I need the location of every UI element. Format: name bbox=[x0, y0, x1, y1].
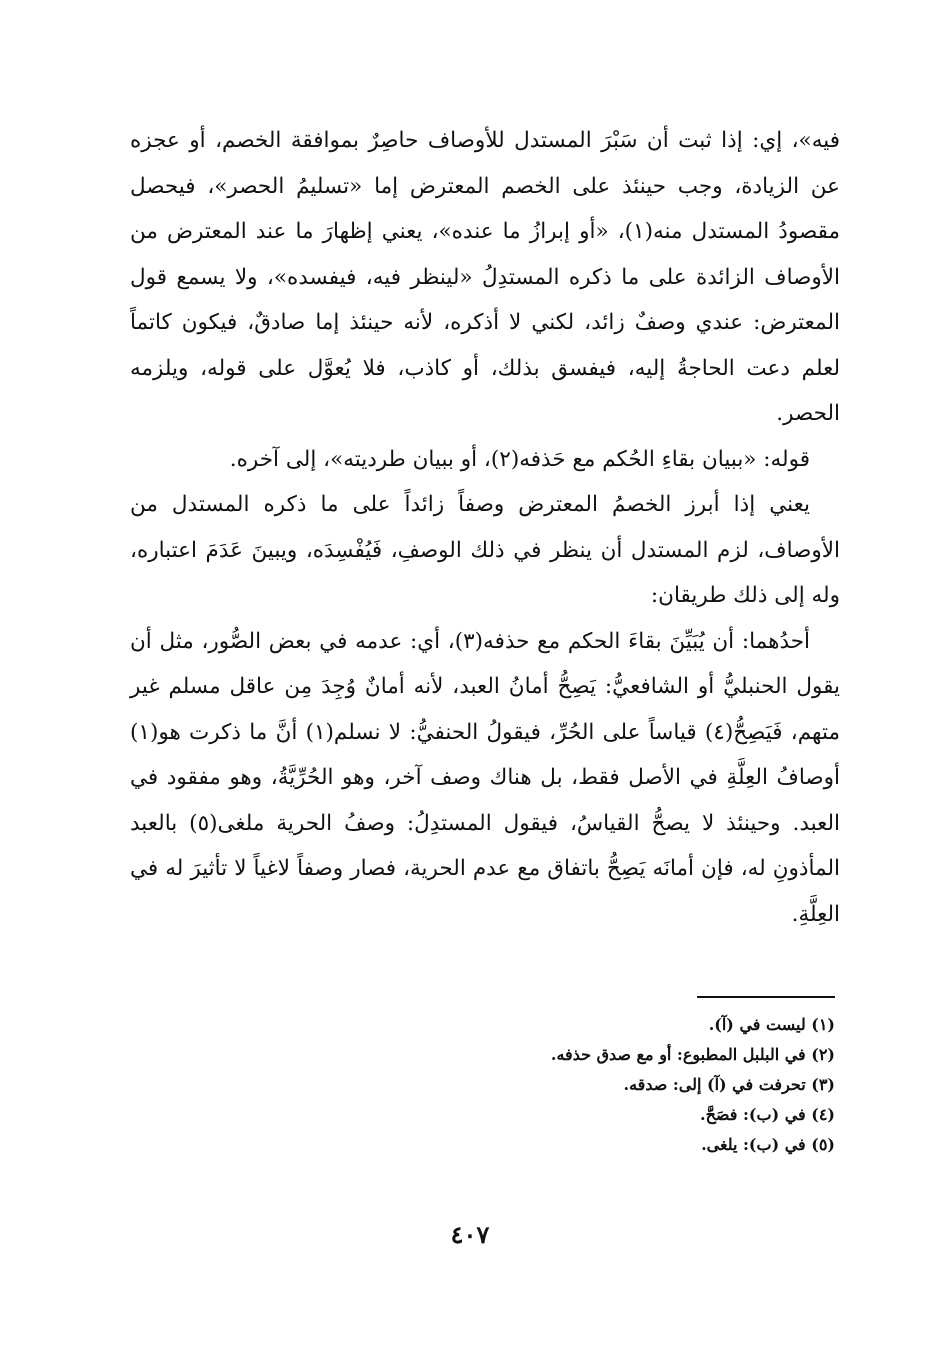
page-number: ٤٠٧ bbox=[450, 1220, 490, 1249]
paragraph-1: فيه»، إي: إذا ثبت أن سَبْرَ المستدل للأوصاف حاصِرٌ بموافقة الخصم، أو عجزه عن الزيادة، وجب حينئذ على الخصم المعترض إما «تسليمُ الحصر»، فيحصل مقصودُ المستدل منه(١)، «أو إبرازُ ما عنده»، يعني إظهارَ ما عند المعترض من الأوصاف الزائدة على ما ذكره المستدِلُ «لينظر فيه، فيفسده»، ولا يسمع قول المعترض: عندي وصفٌ زائد، لكني لا أذكره، لأنه حينئذ إما صادقٌ، فيكون كاتماً لعلم دعت الحاجةُ إليه، فيفسق بذلك، أو كاذب، فلا يُعوَّل على قوله، ويلزمه الحصر. bbox=[130, 128, 840, 426]
footnote-2: (٢) في البلبل المطبوع: أو مع صدق حذفه. bbox=[550, 1045, 835, 1064]
footnote-3: (٣) تحرفت في (آ) إلى: صدقه. bbox=[623, 1075, 835, 1094]
footnotes bbox=[235, 1010, 835, 1160]
paragraph-3: يعني إذا أبرز الخصمُ المعترض وصفاً زائداً على ما ذكره المستدل من الأوصاف، لزم المستدل أن ينظر في ذلك الوصفِ، فَيُفْسِدَه، ويبينَ عَدَمَ اعتباره، وله إلى ذلك طريقان: bbox=[130, 492, 840, 608]
footnote-4: (٤) في (ب): فصَحَّ. bbox=[700, 1105, 835, 1124]
footnote-5: (٥) في (ب): يلغى. bbox=[701, 1135, 835, 1154]
paragraph-4: أحدُهما: أن يُبَيِّنَ بقاءَ الحكم مع حذفه(٣)، أي: عدمه في بعض الصُّور، مثل أن يقول الحنبليُّ أو الشافعيُّ: يَصِحُّ أمانُ العبد، لأنه أمانٌ وُجِدَ مِن عاقل مسلم غير متهم، فَيَصِحُّ(٤) قياساً على الحُرِّ، فيقولُ الحنفيُّ: لا نسلم(١) أنَّ ما ذكرت هو(١) أوصافُ العِلَّةِ في الأصل فقط، بل هناك وصف آخر، وهو الحُرِّيَّةُ، وهو مفقود في العبد. وحينئذ لا يصحُّ القياسُ، فيقول المستدِلُ: وصفُ الحرية ملغى(٥) بالعبد المأذونِ له، فإن أمانَه يَصِحُّ باتفاق مع عدم الحرية، فصار وصفاً لاغياً لا تأثيرَ له في العِلَّةِ. bbox=[130, 628, 841, 927]
main-text-body bbox=[130, 118, 840, 937]
footnote-divider bbox=[697, 996, 835, 998]
footnote-1: (١) ليست في (آ). bbox=[708, 1015, 835, 1034]
paragraph-2: قوله: «ببيان بقاءِ الحُكم مع حَذفه(٢)، أو ببيان طرديته»، إلى آخره. bbox=[229, 446, 810, 472]
